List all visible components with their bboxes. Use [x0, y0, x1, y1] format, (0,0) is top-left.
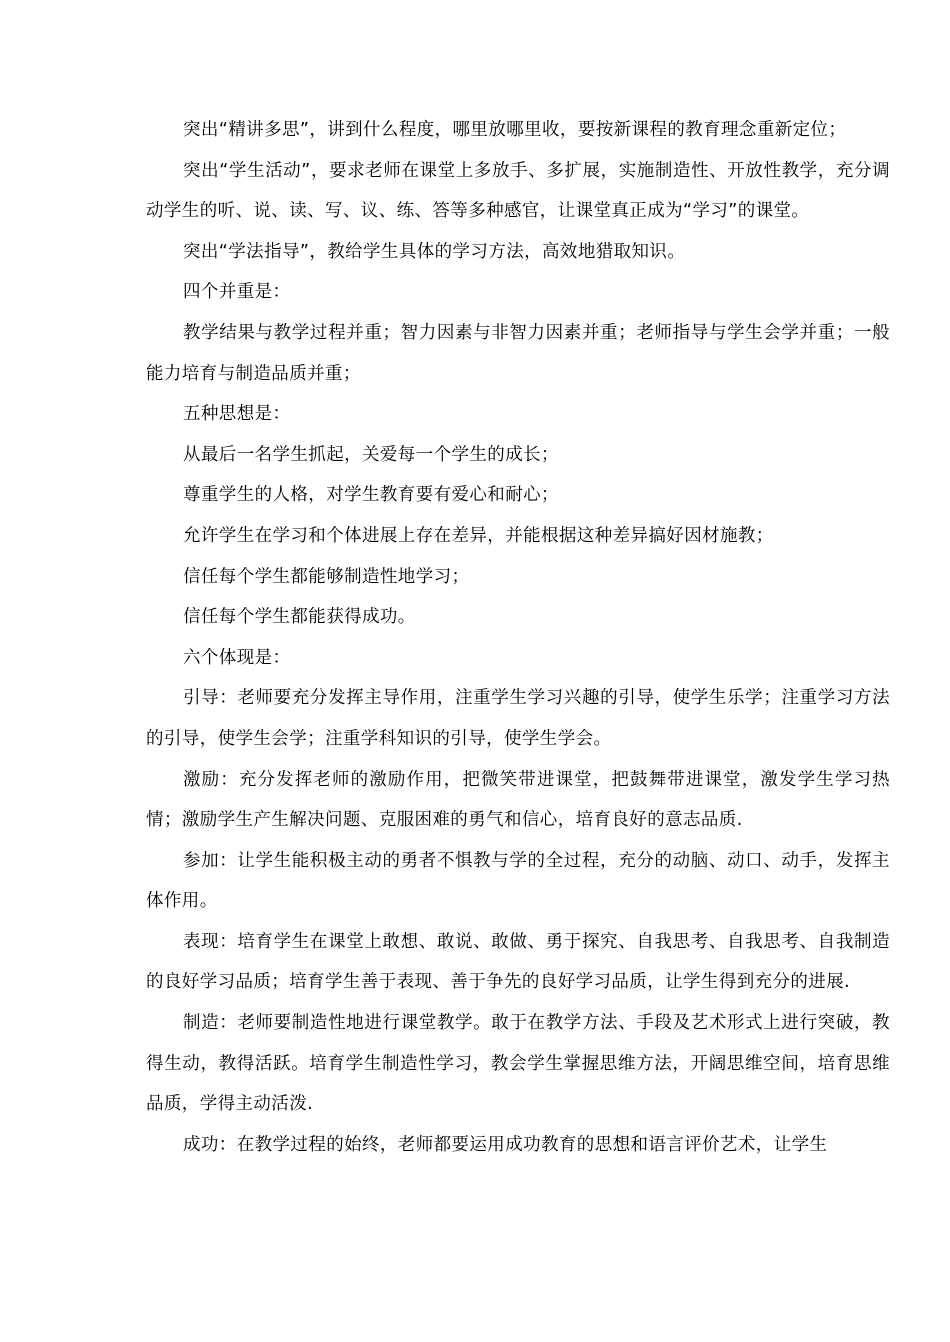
paragraph: 突出“学法指导”，教给学生具体的学习方法，高效地猎取知识。	[183, 241, 686, 262]
paragraph: 四个并重是：	[183, 282, 291, 303]
paragraph: 尊重学生的人格，对学生教育要有爱心和耐心；	[183, 485, 559, 506]
paragraph: 成功：在教学过程的始终，老师都要运用成功教育的思想和语言评价艺术，让学生	[183, 1134, 828, 1155]
paragraph: 允许学生在学习和个体进展上存在差异，并能根据这种差异搞好因材施教；	[183, 525, 774, 546]
paragraph: 教学结果与教学过程并重；智力因素与非智力因素并重；老师指导与学生会学并重；一般能力培育与制造品质并重；	[146, 322, 890, 384]
paragraph: 引导：老师要充分发挥主导作用，注重学生学习兴趣的引导，使学生乐学；注重学习方法的引导，使学生会学；注重学科知识的引导，使学生学会。	[146, 688, 890, 749]
paragraph: 突出“学生活动”，要求老师在课堂上多放手、多扩展，实施制造性、开放性教学，充分调动学生的听、说、读、写、议、练、答等多种感官，让课堂真正成为“学习”的课堂。	[146, 160, 890, 222]
paragraph: 从最后一名学生抓起，关爱每一个学生的成长；	[183, 444, 559, 465]
paragraph: 制造：老师要制造性地进行课堂教学。敢于在教学方法、手段及艺术形式上进行突破，教得生动，教得活跃。培育学生制造性学习，教会学生掌握思维方法，开阔思维空间，培育思维品质，学得主动活泼.	[146, 1013, 890, 1115]
paragraph: 五种思想是：	[183, 404, 291, 425]
paragraph: 表现：培育学生在课堂上敢想、敢说、敢做、勇于探究、自我思考、自我思考、自我制造的良好学习品质；培育学生善于表现、善于争先的良好学习品质，让学生得到充分的进展.	[146, 931, 890, 993]
paragraph: 突出“精讲多思”，讲到什么程度，哪里放哪里收，要按新课程的教育理念重新定位；	[183, 120, 847, 140]
paragraph: 六个体现是：	[183, 647, 291, 668]
paragraph: 参加：让学生能积极主动的勇者不惧教与学的全过程，充分的动脑、动口、动手，发挥主体作用。	[146, 850, 890, 912]
paragraph: 信任每个学生都能获得成功。	[183, 607, 416, 628]
paragraph: 信任每个学生都能够制造性地学习；	[183, 566, 470, 587]
paragraph: 激励：充分发挥老师的激励作用，把微笑带进课堂，把鼓舞带进课堂，激发学生学习热情；激励学生产生解决问题、克服困难的勇气和信心，培育良好的意志品质.	[146, 769, 890, 831]
